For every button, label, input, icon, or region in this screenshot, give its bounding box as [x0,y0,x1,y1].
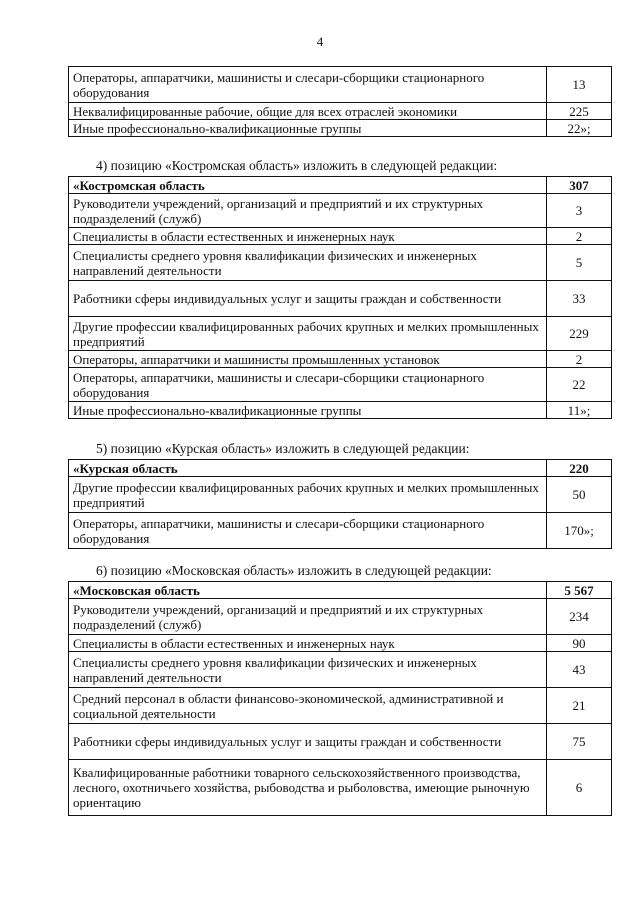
row-value: 13 [547,67,612,103]
table-row [69,599,612,635]
table-row [69,103,612,120]
row-label: Специалисты в области естественных и инженерных наук [69,228,547,245]
moscow-intro: 6) позицию «Московская область» изложить в следующей редакции: [96,563,492,578]
row-value: 225 [547,103,612,120]
kursk-intro: 5) позицию «Курская область» изложить в следующей редакции: [96,441,470,456]
top-table [68,66,612,137]
row-label: Руководители учреждений, организаций и предприятий и их структурных подразделений (служб) [69,599,547,635]
table-row [69,635,612,652]
row-value: 90 [547,635,612,652]
region-name: «Костромская область [69,177,547,194]
row-value: 2 [547,228,612,245]
row-value: 5 [547,245,612,281]
table-header-row [69,582,612,599]
row-value: 234 [547,599,612,635]
table-row [69,351,612,368]
page-number: 4 [316,34,324,49]
table-row [69,477,612,513]
row-label: Специалисты среднего уровня квалификации физических и инженерных направлений деятельности [69,652,547,688]
moscow-table [68,581,612,816]
region-total: 5 567 [547,582,612,599]
kostroma-intro: 4) позицию «Костромская область» изложить в следующей редакции: [96,158,498,173]
row-value: 43 [547,652,612,688]
table-row [69,245,612,281]
row-label: Средний персонал в области финансово-экономической, административной и социальной деятельности [69,688,547,724]
row-value: 2 [547,351,612,368]
row-label: Операторы, аппаратчики, машинисты и слесари-сборщики стационарного оборудования [69,513,547,549]
row-label: Неквалифицированные рабочие, общие для всех отраслей экономики [69,103,547,120]
table-row [69,760,612,816]
table-row [69,513,612,549]
row-value: 22 [547,368,612,402]
row-label: Иные профессионально-квалификационные группы [69,402,547,419]
region-total: 307 [547,177,612,194]
row-value: 3 [547,194,612,228]
table-row [69,120,612,137]
row-value: 229 [547,317,612,351]
row-value: 33 [547,281,612,317]
row-label: Операторы, аппаратчики и машинисты промышленных установок [69,351,547,368]
row-label: Другие профессии квалифицированных рабочих крупных и мелких промышленных предприятий [69,317,547,351]
row-value: 50 [547,477,612,513]
region-name: «Московская область [69,582,547,599]
table-row [69,724,612,760]
table-header-row [69,177,612,194]
kursk-table [68,459,612,549]
row-value: 22»; [547,120,612,137]
row-label: Работники сферы индивидуальных услуг и защиты граждан и собственности [69,724,547,760]
row-label: Работники сферы индивидуальных услуг и защиты граждан и собственности [69,281,547,317]
table-row [69,67,612,103]
region-name: «Курская область [69,460,547,477]
row-label: Специалисты среднего уровня квалификации физических и инженерных направлений деятельности [69,245,547,281]
table-row [69,652,612,688]
table-row [69,402,612,419]
table-header-row [69,460,612,477]
row-value: 170»; [547,513,612,549]
table-row [69,228,612,245]
row-label: Операторы, аппаратчики, машинисты и слесари-сборщики стационарного оборудования [69,368,547,402]
row-value: 6 [547,760,612,816]
table-row [69,194,612,228]
row-label: Операторы, аппаратчики, машинисты и слесари-сборщики стационарного оборудования [69,67,547,103]
table-row [69,368,612,402]
row-value: 11»; [547,402,612,419]
table-row [69,688,612,724]
row-label: Специалисты в области естественных и инженерных наук [69,635,547,652]
region-total: 220 [547,460,612,477]
kostroma-table [68,176,612,419]
row-label: Иные профессионально-квалификационные группы [69,120,547,137]
table-row [69,281,612,317]
table-row [69,317,612,351]
row-label: Другие профессии квалифицированных рабочих крупных и мелких промышленных предприятий [69,477,547,513]
row-value: 21 [547,688,612,724]
row-label: Квалифицированные работники товарного сельскохозяйственного производства, лесного, охотничьего хозяйства, рыбоводства и рыболовства, имеющие рыночную ориентацию [69,760,547,816]
row-value: 75 [547,724,612,760]
row-label: Руководители учреждений, организаций и предприятий и их структурных подразделений (служб) [69,194,547,228]
